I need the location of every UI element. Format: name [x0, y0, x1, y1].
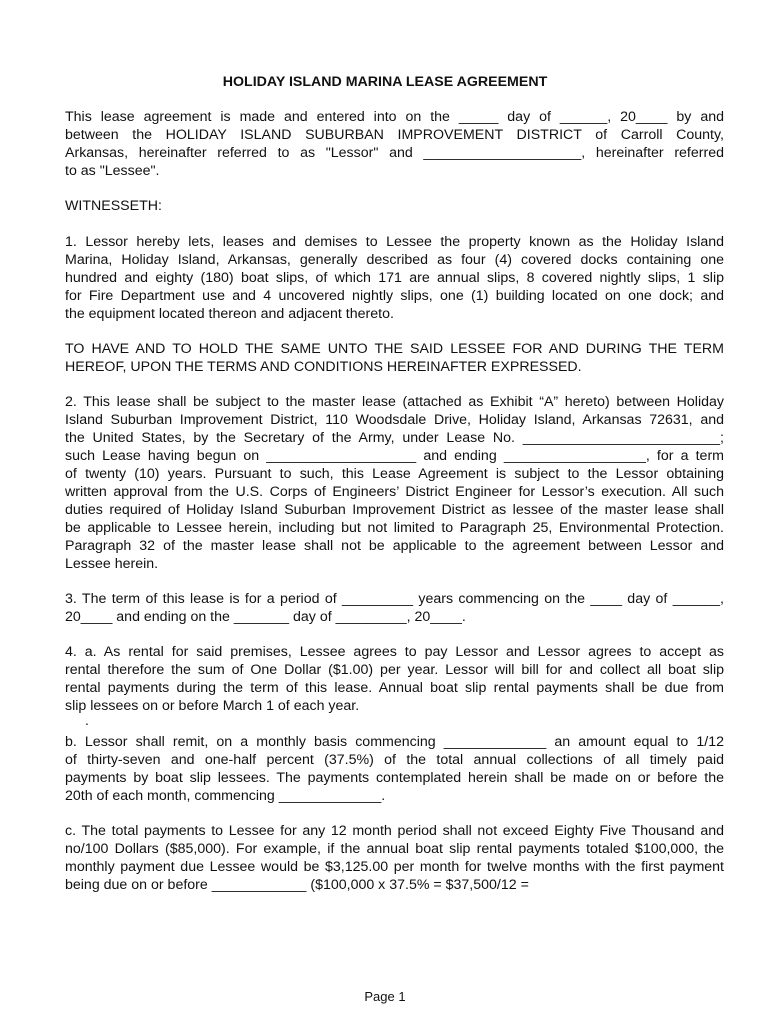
text-line: duties required of Holiday Island Suburban Improvement District as lessee of the master lease shall — [65, 502, 724, 518]
text-line: Arkansas, hereinafter referred to as "Lessor" and ____________________, hereinafter referred — [65, 145, 724, 161]
page-number: Page 1 — [364, 989, 406, 1004]
text-line: 3. The term of this lease is for a period of _________ years commencing on the ____ day of ______, — [65, 591, 724, 607]
text-line: c. The total payments to Lessee for any 12 month period shall not exceed Eighty Five Thousand and — [65, 823, 724, 839]
text-line: for Fire Department use and 4 uncovered nightly slips, one (1) building located on one dock; and — [65, 288, 724, 304]
text-line: slip lessees on or before March 1 of each year. — [65, 698, 360, 714]
stray-mark: . — [85, 712, 89, 728]
section-2-paragraph — [65, 393, 724, 573]
habendum-paragraph — [65, 340, 724, 376]
text-line: of twenty (10) years. Pursuant to such, this Lease Agreement is subject to the Lessor obtaining — [65, 466, 724, 482]
text-line: 1. Lessor hereby lets, leases and demises to Lessee the property known as the Holiday Island — [65, 234, 724, 250]
section-1-paragraph — [65, 233, 724, 323]
text-line: HEREOF, UPON THE TERMS AND CONDITIONS HEREINAFTER EXPRESSED. — [65, 359, 582, 375]
text-line: payments by boat slip lessees. The payments contemplated herein shall be made on or before the — [65, 770, 724, 786]
text-line: be applicable to Lessee herein, including but not limited to Paragraph 25, Environmental Protection. — [65, 520, 724, 536]
section-4c-paragraph — [65, 822, 724, 894]
text-line: being due on or before ____________ ($100,000 x 37.5% = $37,500/12 = — [65, 877, 529, 893]
text-line: Lessee herein. — [65, 556, 159, 572]
text-line: Paragraph 32 of the master lease shall not be applicable to the agreement between Lessor and — [65, 538, 724, 554]
text-line: 2. This lease shall be subject to the master lease (attached as Exhibit “A” hereto) between Holiday — [65, 394, 724, 410]
section-3-paragraph — [65, 590, 724, 626]
text-line: the United States, by the Secretary of the Army, under Lease No. _________________________; — [65, 430, 724, 446]
text-line: TO HAVE AND TO HOLD THE SAME UNTO THE SAID LESSEE FOR AND DURING THE TERM — [65, 341, 724, 357]
text-line: monthly payment due Lessee would be $3,125.00 per month for twelve months with the first payment — [65, 859, 724, 875]
document-title: HOLIDAY ISLAND MARINA LEASE AGREEMENT — [222, 74, 548, 90]
text-line: 4. a. As rental for said premises, Lessee agrees to pay Lessor and Lessor agrees to accept as — [65, 644, 724, 660]
text-line: 20th of each month, commencing _____________. — [65, 788, 386, 804]
witnesseth-heading — [65, 197, 724, 215]
text-line: of thirty-seven and one-half percent (37.5%) of the total annual collections of all timely paid — [65, 752, 724, 768]
text-line: This lease agreement is made and entered into on the _____ day of ______, 20____ by and — [65, 109, 724, 125]
text-line: rental therefore the sum of One Dollar ($1.00) per year. Lessor will bill for and collect all boat slip — [65, 662, 724, 678]
intro-paragraph — [65, 108, 724, 180]
text-line: 20____ and ending on the _______ day of _________, 20____. — [65, 609, 466, 625]
text-line: Marina, Holiday Island, Arkansas, generally described as four (4) covered docks containing one — [65, 252, 724, 268]
section-4a-paragraph — [65, 643, 724, 715]
text-line: WITNESSETH: — [65, 198, 162, 214]
text-line: b. Lessor shall remit, on a monthly basis commencing _____________ an amount equal to 1/12 — [65, 734, 724, 750]
text-line: such Lease having begun on ___________________ and ending __________________, for a term — [65, 448, 724, 464]
text-line: to as "Lessee". — [65, 163, 160, 179]
text-line: the equipment located thereon and adjacent thereto. — [65, 306, 394, 322]
section-4b-paragraph — [65, 733, 724, 805]
text-line: written approval from the U.S. Corps of Engineers’ District Engineer for Lessor’s execution. All such — [65, 484, 724, 500]
text-line: no/100 Dollars ($85,000). For example, if the annual boat slip rental payments totaled $100,000, the — [65, 841, 724, 857]
text-line: hundred and eighty (180) boat slips, of which 171 are annual slips, 8 covered nightly slips, 1 slip — [65, 270, 724, 286]
text-line: between the HOLIDAY ISLAND SUBURBAN IMPROVEMENT DISTRICT of Carroll County, — [65, 127, 724, 143]
text-line: Island Suburban Improvement District, 110 Woodsdale Drive, Holiday Island, Arkansas 72631, and — [65, 412, 724, 428]
text-line: rental payments during the term of this lease. Annual boat slip rental payments shall be due from — [65, 680, 724, 696]
